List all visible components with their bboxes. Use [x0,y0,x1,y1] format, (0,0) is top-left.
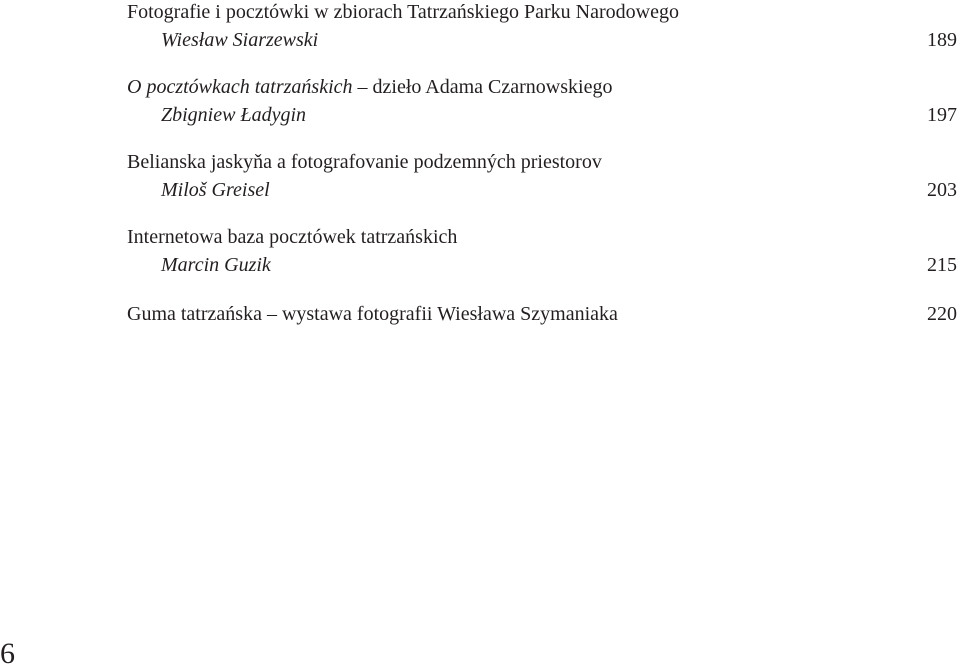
entry-page-number: 203 [927,179,957,201]
toc-entry [127,73,957,129]
toc-entry [127,223,957,279]
entry-page-number: 220 [927,303,957,325]
entry-title-rest: – dzieło Adama Czarnowskiego [352,76,613,98]
entry-title: Guma tatrzańska – wystawa fotografii Wiesława Szymaniaka [127,303,618,325]
entry-title: Internetowa baza pocztówek tatrzańskich [127,226,458,248]
entry-page-number: 189 [927,29,957,51]
entry-author: Marcin Guzik [161,254,271,276]
entry-title: Fotografie i pocztówki w zbiorach Tatrzańskiego Parku Narodowego [127,1,679,23]
entry-author: Wiesław Siarzewski [161,29,319,51]
toc-entry [127,148,957,204]
table-of-contents [127,0,957,325]
entry-title: Belianska jaskyňa a fotografovanie podzemných priestorov [127,151,602,173]
entry-author: Miloš Greisel [161,179,270,201]
entry-page-number: 215 [927,254,957,276]
entry-title [127,73,957,101]
entry-title-italic: O pocztówkach tatrzańskich [127,76,353,98]
entry-author: Zbigniew Ładygin [161,104,307,126]
page-folio: 6 [0,637,15,670]
toc-entry [127,0,957,54]
entry-page-number: 197 [927,104,957,126]
toc-entry [127,300,957,328]
